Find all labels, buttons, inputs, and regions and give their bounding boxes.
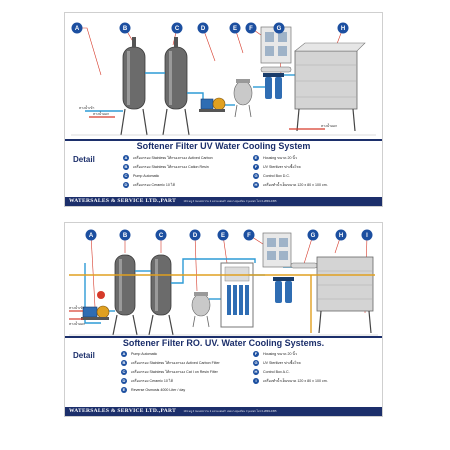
detail-key-badge: E	[122, 386, 126, 392]
marker-label: D	[192, 233, 198, 239]
water-cooling-tank	[295, 43, 365, 131]
detail-key-badge: F	[254, 163, 258, 169]
detail-heading: Detail	[73, 155, 95, 164]
detail-key-badge: D	[124, 181, 128, 187]
marker-label: C	[158, 233, 164, 239]
detail-text: Housing ขนาด 20 นิ้ว	[263, 155, 297, 160]
uv-sterilizer	[291, 263, 317, 268]
detail-key-badge: B	[122, 359, 126, 365]
diagram-title: Softener Filter RO. UV. Water Cooling Systems.	[65, 336, 382, 349]
company-name: WATERSALES & SERVICE LTD.,PART	[69, 198, 177, 204]
marker-label: H	[340, 26, 346, 32]
marker-label: F	[249, 26, 253, 32]
marker-label: C	[174, 26, 180, 32]
detail-key-badge: E	[254, 154, 258, 160]
marker-set	[86, 230, 373, 241]
detail-item	[123, 162, 213, 171]
stainless-tank-a	[121, 37, 147, 135]
stainless-tank-c	[149, 255, 173, 335]
flow-label-out: ทางน้ำออก	[69, 322, 86, 326]
company-footer	[65, 197, 382, 206]
detail-item	[253, 367, 328, 376]
detail-item	[123, 171, 213, 180]
pump-automatic	[199, 98, 225, 112]
marker-label: G	[276, 26, 282, 32]
detail-item	[121, 349, 220, 358]
marker-label: A	[74, 26, 80, 32]
detail-item	[123, 180, 213, 189]
detail-key-badge: G	[254, 172, 258, 178]
detail-key-badge: H	[254, 368, 258, 374]
control-box	[263, 233, 291, 267]
diagram-title: Softener Filter UV Water Cooling System	[65, 139, 382, 152]
detail-key-badge: A	[122, 350, 126, 356]
marker-label: B	[122, 26, 128, 32]
detail-text: Pump Automatic	[133, 173, 160, 178]
company-name: WATERSALES & SERVICE LTD.,PART	[69, 408, 177, 414]
detail-item	[253, 349, 328, 358]
detail-text: Control Box A.C.	[263, 369, 290, 374]
stainless-tank-b	[113, 255, 137, 335]
detail-text: เครื่องทำน้ำเย็นขนาด 120 x 80 x 100 cm.	[263, 378, 328, 383]
detail-item	[253, 376, 328, 385]
detail-item	[253, 358, 328, 367]
system-diagram	[65, 223, 382, 416]
filter-housings	[273, 277, 294, 303]
system-diagram	[65, 13, 382, 206]
ceramic-filter	[234, 79, 252, 117]
flow-label-out: ทางน้ำออก	[93, 112, 110, 116]
detail-item	[121, 385, 220, 394]
detail-item	[121, 376, 220, 385]
detail-key-badge: C	[122, 368, 126, 374]
detail-text: UV Sterilizer ฆ่าเชื้อโรค	[263, 164, 301, 169]
detail-text: เครื่องกรอง Ceramic 10 ไส้	[131, 378, 173, 383]
marker-label: I	[366, 233, 368, 239]
marker-label: B	[122, 233, 128, 239]
marker-label: E	[220, 233, 226, 239]
detail-key-badge: I	[253, 378, 259, 384]
marker-label: D	[200, 26, 206, 32]
detail-text: เครื่องกรอง Stainless ไส้กรองกรอง Cation Resin	[133, 164, 209, 169]
detail-text: Housing ขนาด 20 นิ้ว	[263, 351, 297, 356]
detail-key-badge: D	[122, 377, 126, 383]
detail-text: Pump Automatic	[131, 351, 158, 356]
company-address: 101 หมู่ 4 ถนนพระราม 2 แขวงแสมดำ เขตบางขุนเทียน กรุงเทพฯ โทร 0-2893-4455	[183, 410, 277, 413]
detail-text: เครื่องกรอง Ceramic 10 ไส้	[133, 182, 175, 187]
detail-list-right	[253, 153, 328, 189]
detail-key-badge: A	[124, 154, 128, 160]
detail-item	[253, 162, 328, 171]
diagram-panel-softener-ro-uv-cooling	[64, 222, 383, 417]
flow-label-in: ทางน้ำเข้า	[69, 306, 85, 310]
detail-text: UV Sterilizer ฆ่าเชื้อโรค	[263, 360, 301, 365]
diagram-panel-softener-uv-cooling	[64, 12, 383, 207]
detail-item	[121, 358, 220, 367]
detail-text: เครื่องทำน้ำเย็นขนาด 120 x 80 x 100 cm.	[263, 182, 328, 187]
marker-label: G	[310, 233, 316, 239]
detail-key-badge: C	[124, 172, 128, 178]
ceramic-filter	[192, 292, 210, 327]
marker-label: H	[338, 233, 344, 239]
detail-key-badge: G	[254, 359, 258, 365]
marker-label: A	[88, 233, 94, 239]
detail-key-badge: F	[254, 350, 258, 356]
detail-item	[253, 180, 328, 189]
reverse-osmosis-unit	[221, 263, 253, 327]
detail-list-left	[121, 349, 220, 394]
water-cooling-tank	[317, 257, 373, 333]
company-address: 101 หมู่ 4 ถนนพระราม 2 แขวงแสมดำ เขตบางขุนเทียน กรุงเทพฯ โทร 0-2893-4455	[183, 200, 277, 203]
company-footer	[65, 407, 382, 416]
uv-sterilizer	[261, 67, 291, 72]
detail-item	[121, 367, 220, 376]
detail-list-left	[123, 153, 213, 189]
marker-label: F	[247, 233, 251, 239]
flow-label-out: ทางน้ำออก	[321, 124, 338, 128]
detail-text: เครื่องกรอง Stainless ไส้กรองกรอง Actived Carbon Filter	[131, 360, 220, 365]
detail-heading: Detail	[73, 351, 95, 360]
detail-list-right	[253, 349, 328, 385]
flow-label-in: ทางน้ำเข้า	[79, 106, 95, 110]
detail-item	[123, 153, 213, 162]
detail-item	[253, 171, 328, 180]
detail-key-badge: H	[254, 181, 258, 187]
detail-text: Control Box D.C.	[263, 173, 290, 178]
detail-text: Reverse Osmosis 4000 Liter / day	[131, 387, 186, 392]
detail-text: เครื่องกรอง Stainless ไส้กรองกรอง Cat I on Resin Filter	[131, 369, 218, 374]
marker-set	[72, 23, 349, 34]
marker-label: E	[232, 26, 238, 32]
detail-item	[253, 153, 328, 162]
stainless-tank-b	[163, 37, 189, 135]
detail-key-badge: B	[124, 163, 128, 169]
detail-text: เครื่องกรอง Stainless ไส้กรองกรอง Actived Carbon	[133, 155, 213, 160]
filter-housings	[263, 73, 284, 99]
